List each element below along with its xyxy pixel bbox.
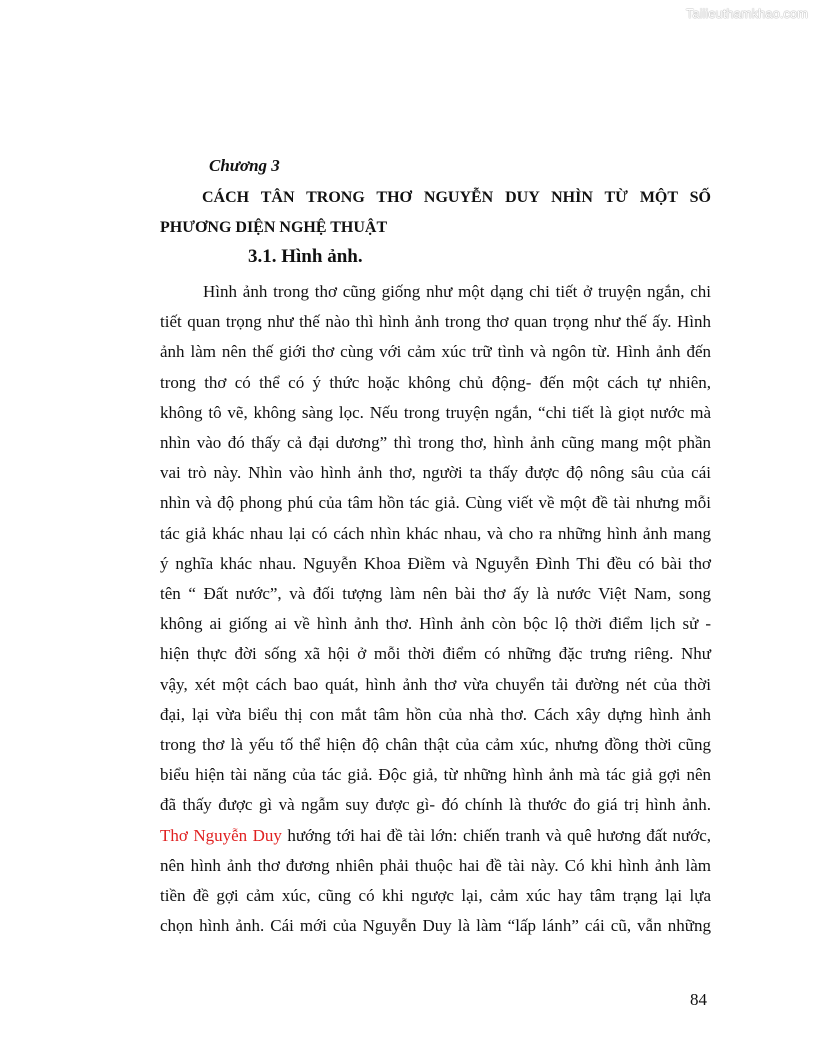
body-line: chọn hình ảnh. Cái mới của Nguyễn Duy là làm “lấp lánh” cái cũ, vẫn những xyxy=(160,916,711,936)
body-line-rest: hướng tới hai đề tài lớn: chiến tranh và quê hương đất nước, xyxy=(281,825,711,845)
body-line: ý nghĩa khác nhau. Nguyễn Khoa Điềm và Nguyễn Đình Thi đều có bài thơ xyxy=(160,553,711,573)
body-line: vai trò này. Nhìn vào hình ảnh thơ, người ta thấy được độ nông sâu của cái xyxy=(160,463,711,483)
body-line: không ai giống ai về hình ảnh thơ. Hình ảnh còn bộc lộ thời điểm lịch sử - xyxy=(160,614,711,634)
body-line: tác giả khác nhau lại có cách nhìn khác nhau, và cho ra những hình ảnh mang xyxy=(160,523,711,543)
body-line: ảnh làm nên thế giới thơ cùng với cảm xúc trữ tình và ngôn từ. Hình ảnh đến xyxy=(160,342,711,362)
section-heading: 3.1. Hình ảnh. xyxy=(248,246,363,267)
highlighted-phrase: Thơ Nguyễn Duy xyxy=(160,825,282,845)
body-line: tiền đề gợi cảm xúc, cũng có khi ngược lại, cảm xúc hay tâm trạng lại lựa xyxy=(160,886,711,906)
body-line: đã thấy được gì và ngẫm suy được gì- đó chính là thước đo giá trị hình ảnh. xyxy=(160,795,711,815)
body-line: không tô vẽ, không sàng lọc. Nếu trong truyện ngắn, “chi tiết là giọt nước mà xyxy=(160,402,711,422)
body-line: tiết quan trọng như thế nào thì hình ảnh trong thơ quan trọng như thế ấy. Hình xyxy=(160,312,711,332)
page-number: 84 xyxy=(690,990,707,1009)
body-line-highlight xyxy=(160,821,711,851)
chapter-title-line-2: PHƯƠNG DIỆN NGHỆ THUẬT xyxy=(160,219,388,236)
body-line: đại, lại vừa biểu thị con mắt tâm hồn của nhà thơ. Cách xây dựng hình ảnh xyxy=(160,704,711,724)
body-line: trong thơ có thể có ý thức hoặc không chủ động- đến một cách tự nhiên, xyxy=(160,372,711,392)
body-line: nên hình ảnh thơ đương nhiên phải thuộc hai đề tài này. Có khi hình ảnh làm xyxy=(160,855,711,875)
body-line: Hình ảnh trong thơ cũng giống như một dạng chi tiết ở truyện ngắn, chi xyxy=(203,282,711,301)
body-line: nhìn vào đó thấy cả đại dương” thì trong thơ, hình ảnh cũng mang một phần xyxy=(160,433,711,453)
body-line: vậy, xét một cách bao quát, hình ảnh thơ vừa chuyển tải đường nét của thời xyxy=(160,674,711,694)
body-line: biểu hiện tài năng của tác giả. Độc giả, từ những hình ảnh mà tác giả gợi nên xyxy=(160,765,711,785)
chapter-label: Chương 3 xyxy=(209,156,280,175)
body-line: hiện thực đời sống xã hội ở mỗi thời điểm có những đặc trưng riêng. Như xyxy=(160,644,711,664)
body-paragraph xyxy=(160,277,711,941)
body-line: nhìn và độ phong phú của tâm hồn tác giả. Cùng viết về một đề tài nhưng mỗi xyxy=(160,493,711,513)
chapter-title-line-1: CÁCH TÂN TRONG THƠ NGUYỄN DUY NHÌN TỪ MỘT SỐ xyxy=(202,189,711,206)
body-line: trong thơ là yếu tố thể hiện độ chân thật của cảm xúc, nhưng đồng thời cũng xyxy=(160,735,711,755)
watermark-text: Tailieuthamkhao.com xyxy=(685,6,808,21)
chapter-title xyxy=(160,183,711,243)
body-line: tên “ Đất nước”, và đối tượng làm nên bài thơ ấy là nước Việt Nam, song xyxy=(160,584,711,604)
